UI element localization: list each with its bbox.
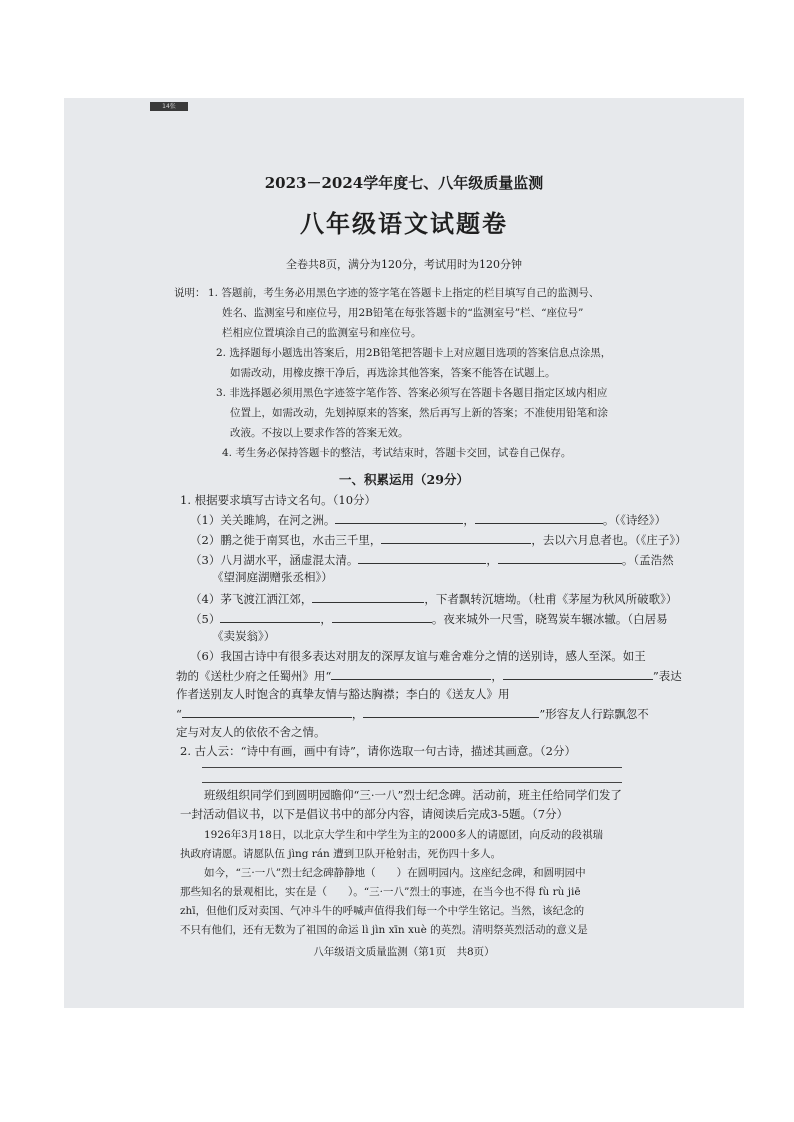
exam-title-line: 2023－2024学年度七、八年级质量监测 [264, 174, 544, 192]
passage-line: 那些知名的景观相比，实在是（ ）。“三·一八”烈士的事迹，在当今也不得 fù rù jiē [180, 886, 581, 898]
q2-answer-line[interactable] [202, 782, 622, 783]
q2-answer-line[interactable] [202, 767, 622, 768]
q1-heading: 1. 根据要求填写古诗文名句。（10分） [180, 493, 377, 507]
answer-blank[interactable] [220, 611, 320, 623]
page-title: 八年级语文试题卷 [300, 209, 508, 238]
q1-item-5-source: 《卖炭翁》） [212, 629, 276, 643]
instruction-2a: 2. 选择题每小题选出答案后，用2B铅笔把答题卡上对应题目选项的答案信息点涂黑， [216, 347, 612, 359]
page-footer: 八年级语文质量监测（第1页 共8页） [313, 946, 495, 958]
instruction-3c: 改液。不按以上要求作答的答案无效。 [230, 427, 409, 439]
section-heading: 一、积累运用（29分） [339, 472, 469, 487]
instruction-3b: 位置上，如需改动，先划掉原来的答案，然后再写上新的答案；不准使用铅笔和涂 [230, 407, 608, 419]
q1-item-4: （4）茅飞渡江洒江郊， ，下者飘转沉塘坳。（杜甫《茅屋为秋风所破歌》） [190, 592, 678, 606]
q1-item-2: （2）鹏之徙于南冥也，水击三千里， ，去以六月息者也。（《庄子》） [190, 533, 687, 547]
q1-item-6-line3: 作者送别友人时饱含的真挚友情与豁达胸襟；李白的《送友人》用 [176, 687, 510, 701]
exam-paper [64, 98, 744, 1008]
answer-blank[interactable] [182, 706, 352, 718]
exam-meta: 全卷共8页，满分为120分，考试用时为120分钟 [286, 258, 522, 271]
corner-label: 14张 [150, 102, 188, 111]
q1-item-6-line1: （6）我国古诗中有很多表达对朋友的深厚友谊与难舍难分之情的送别诗，感人至深。如王 [190, 649, 646, 663]
q1-item-6-line5: 定与对友人的依依不舍之情。 [176, 725, 326, 739]
answer-blank[interactable] [381, 532, 531, 544]
q1-item-3: （3）八月湖水平，涵虚混太清。 ， 。（孟浩然 [190, 553, 674, 567]
instruction-4: 4. 考生务必保持答题卡的整洁，考试结束时，答题卡交回，试卷自己保存。 [222, 447, 572, 459]
instruction-1b: 姓名、监测室号和座位号，用2B铅笔在每张答题卡的“监测室号”栏、“座位号” [222, 307, 584, 319]
answer-blank[interactable] [331, 668, 491, 680]
instructions-label: 说明： [174, 287, 206, 299]
answer-blank[interactable] [363, 706, 539, 718]
answer-blank[interactable] [503, 668, 653, 680]
answer-blank[interactable] [498, 552, 622, 564]
q1-item-5: （5） ， 。夜来城外一尺雪，晓驾炭车辗冰辙。（白居易 [190, 612, 668, 626]
instruction-1a: 1. 答题前，考生务必用黑色字迹的签字笔在答题卡上指定的栏目填写自己的监测号、 [208, 287, 600, 299]
passage-intro-1: 班级组织同学们到圆明园瞻仰“三·一八”烈士纪念碑。活动前，班主任给同学们发了 [204, 788, 622, 802]
passage-line: 执政府请愿。请愿队伍 jìng rán 遭到卫队开枪射击，死伤四十多人。 [180, 848, 502, 860]
answer-blank[interactable] [358, 552, 486, 564]
answer-blank[interactable] [332, 611, 432, 623]
q1-item-3-source: 《望洞庭湖赠张丞相》） [212, 570, 333, 584]
q1-item-1: （1）关关雎鸠，在河之洲。 ， 。（《诗经》） [190, 513, 667, 527]
instruction-2b: 如需改动，用橡皮擦干净后，再选涂其他答案，答案不能答在试题上。 [230, 367, 556, 379]
q1-item-6-line2: 勃的《送杜少府之任蜀州》用“ ， ”表达 [176, 669, 682, 683]
passage-line: zhī，但他们反对卖国、气冲斗牛的呼喊声值得我们每一个中学生铭记。当然，该纪念的 [180, 905, 585, 917]
answer-blank[interactable] [335, 512, 463, 524]
instruction-1c: 栏相应位置填涂自己的监测室号和座位号。 [222, 327, 422, 339]
passage-line: 不只有他们，还有无数为了祖国的命运 lì jìn xīn xuè 的英烈。清明祭英烈活动的意义是 [180, 924, 588, 936]
passage-intro-2: 一封活动倡议书，以下是倡议书中的部分内容，请阅读后完成3-5题。（7分） [180, 807, 569, 821]
q1-item-6-line4: “ ， ”形容友人行踪飘忽不 [176, 707, 649, 721]
q2-heading: 2. 古人云：“诗中有画，画中有诗”，请你选取一句古诗，描述其画意。（2分） [180, 744, 576, 758]
passage-line: 1926年3月18日，以北京大学生和中学生为主的2000多人的请愿团，向反动的段祺瑞 [204, 829, 603, 841]
passage-line: 如今，“三·一八”烈士纪念碑静静地（ ）在圆明园内。这座纪念碑，和圆明园中 [204, 867, 586, 879]
instruction-3a: 3. 非选择题必须用黑色字迹签字笔作答、答案必须写在答题卡各题目指定区域内相应 [216, 387, 608, 399]
answer-blank[interactable] [475, 512, 603, 524]
answer-blank[interactable] [312, 591, 424, 603]
